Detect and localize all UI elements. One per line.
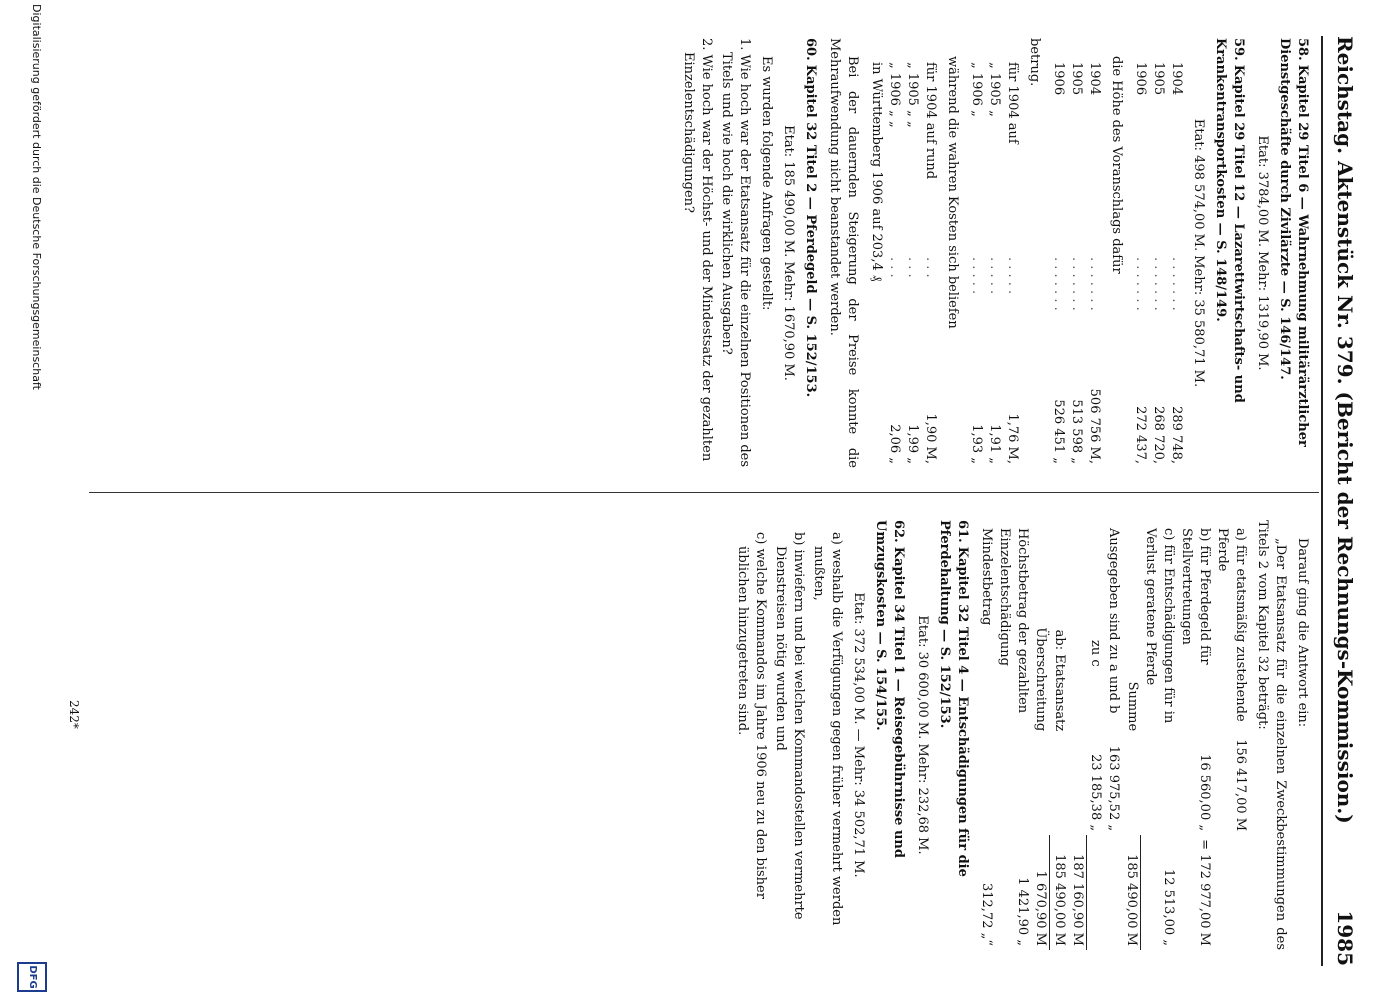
- values-table-1: [1131, 38, 1185, 468]
- table-row: 1906 . . . . . . . 272 437,: [1133, 62, 1148, 464]
- table-row: „ 1905 „ „ . . . 1,99 „: [905, 62, 920, 464]
- table-row: a) für etatsmäßig zustehende Pferde 156 417,00 M: [1215, 528, 1248, 832]
- section-number: 58.: [1295, 38, 1310, 61]
- table-row: 1904 . . . . . . . 506 756 M,: [1087, 62, 1102, 464]
- section-58: [1253, 38, 1311, 468]
- list-item: c) welche Kommandos im Jahre 1906 neu zu den bisher üblichen hinzugetreten sind.: [735, 532, 768, 899]
- table-row: ab: Etatsansatz 185 490,00 M: [1052, 629, 1067, 946]
- table-row: zu c 23 185,38 „: [1088, 640, 1104, 832]
- left-column: [673, 38, 1311, 468]
- table-row: Überschreitung 1 670,90 M: [1031, 520, 1050, 950]
- table-row: für 1904 auf . . . . . 1,76 M,: [1005, 62, 1020, 464]
- list-item: b) inwiefern und bei welchen Kommandostellen vermehrte Dienstreisen nötig wurden und: [773, 532, 806, 920]
- table-row: 1905 . . . . . . . 513 598 „: [1069, 62, 1084, 464]
- body-paragraph: die Höhe des Voranschlags dafür: [1109, 56, 1124, 274]
- section-62: [733, 520, 907, 950]
- section-number: 60.: [803, 38, 818, 61]
- section-number: 59.: [1231, 38, 1246, 61]
- table-row: Höchstbetrag der gezahlten Einzelentschädigung 1 421,90 „: [997, 528, 1030, 946]
- table-row: „ 1905 „ . . . . . 1,91 „: [987, 62, 1002, 464]
- section-60: [679, 38, 819, 468]
- section-number: 61.: [955, 520, 970, 543]
- table-row: „ 1906 „ . . . . . 1,93 „: [969, 62, 984, 464]
- table-row: 187 160,90 M: [1068, 520, 1087, 950]
- values-table-2: [1049, 38, 1103, 468]
- table-row: Summe 185 490,00 M: [1123, 520, 1142, 950]
- table-row: 1904 . . . . . . . 289 748,: [1169, 62, 1184, 464]
- body-paragraph: Es wurden folgende Anfragen gestellt:: [759, 56, 774, 311]
- table-row: b) für Pferdegeld für Stellvertretungen 16 560,00 „ = 172 977,00 M: [1179, 528, 1212, 946]
- column-divider: [89, 492, 1319, 493]
- table-row: in Württemberg 1906 auf 203,4 ₰: [869, 62, 884, 282]
- dfg-logo-icon: DFG: [17, 962, 47, 992]
- question-item: 1. Wie hoch war der Etatsansatz für die einzelnen Positionen des Titels und wie hoch die wirklichen Ausgaben?: [719, 38, 752, 468]
- etat-line: Etat: 498 574,00 M. Mehr: 35 580,71 M.: [1191, 118, 1206, 388]
- table-row: c) für Entschädigungen für in Verlust geratene Pferde 12 513,00 „: [1143, 528, 1176, 946]
- body-paragraph: betrug.: [1027, 38, 1042, 87]
- credit-text: Digitalisierung gefördert durch die Deutsche Forschungsgemeinschaft: [30, 4, 43, 390]
- table-row: Mindestbetrag 312,72 „“: [979, 528, 994, 946]
- body-paragraph: „Der Etatsansatz für die einzelnen Zweckbestimmungen des Titels 2 vom Kapitel 32 beträgt:: [1255, 520, 1288, 950]
- section-title: Kapitel 32 Titel 4 — Entschädigungen für die Pferdehaltung — S. 152/153.: [937, 520, 970, 877]
- right-column: [727, 520, 1311, 950]
- section-59: [825, 38, 1247, 468]
- table-row: 1906 . . . . . . . 526 451 „: [1051, 62, 1066, 464]
- table-row: Ausgegeben sind zu a und b 163 975,52 „: [1106, 528, 1122, 832]
- section-61: [913, 520, 971, 950]
- etat-line: Etat: 30 600,00 M. Mehr: 232,68 M.: [915, 615, 930, 855]
- digitization-credit: [13, 0, 53, 1000]
- section-number: 62.: [891, 520, 906, 543]
- page-header: [1321, 36, 1363, 966]
- table-row: „ 1906 „ „ . . . 2,06 „: [887, 62, 902, 464]
- section-title: Kapitel 34 Titel 1 — Reisegebührnisse und Umzugskosten — S. 154/155.: [873, 520, 906, 858]
- page-signature: 242*: [67, 700, 81, 729]
- etat-line: Etat: 185 490,00 M. Mehr: 1670,90 M.: [781, 125, 796, 381]
- page-number: 1985: [1333, 910, 1357, 966]
- table-row: 1905 . . . . . . . 268 720,: [1151, 62, 1166, 464]
- section-title: Kapitel 29 Titel 6 — Wahrnehmung militärärztlicher Dienstgeschäfte durch Zivilärzte — S. 146/147.: [1277, 38, 1310, 447]
- table-row: für 1904 auf rund . . . 1,90 M,: [923, 62, 938, 464]
- list-item: a) weshalb die Verfügungen gegen früher vermehrt werden mußten,: [811, 532, 844, 926]
- body-paragraph: während die wahren Kosten sich beliefen: [945, 56, 960, 329]
- section-title: Kapitel 29 Titel 12 — Lazarettwirtschafts- und Krankentransportkosten — S. 148/149.: [1213, 38, 1246, 403]
- question-item: 2. Wie hoch war der Höchst- und der Mindestsatz der gezahlten Einzelentschädigungen?: [681, 38, 714, 462]
- etat-line: Etat: 372 534,00 M. — Mehr: 34 502,71 M.: [851, 592, 866, 878]
- budget-table: [977, 520, 1249, 950]
- section-title: Kapitel 32 Titel 2 — Pferdegeld — S. 152/153.: [803, 64, 818, 398]
- running-title: Reichstag. Aktenstück Nr. 379. (Bericht der Rechnungs-Kommission.): [1333, 36, 1357, 824]
- values-table-4: [867, 38, 939, 468]
- values-table-3: [967, 38, 1021, 468]
- body-paragraph: Bei der dauernden Steigerung der Preise konnte die Mehraufwendung nicht beanstandet werden.: [827, 38, 860, 468]
- etat-line: Etat: 3784,00 M. Mehr: 1319,90 M.: [1255, 135, 1270, 371]
- body-paragraph: Darauf ging die Antwort ein:: [1295, 538, 1310, 728]
